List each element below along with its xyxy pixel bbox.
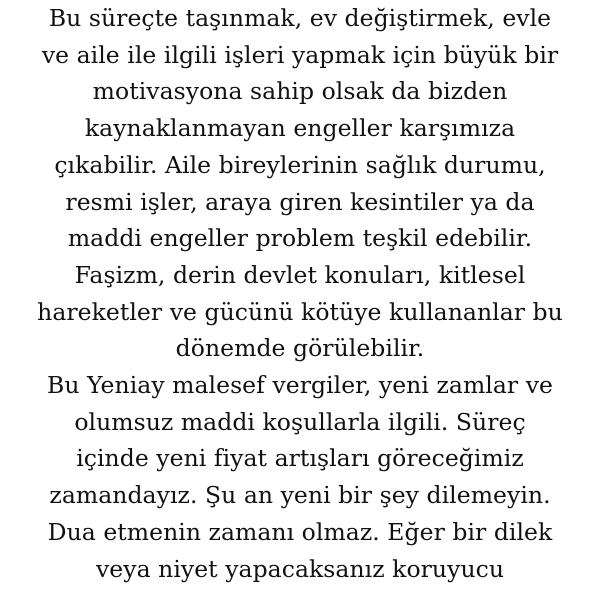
text-line: hareketler ve gücünü kötüye kullananlar bu bbox=[37, 297, 563, 326]
body-text bbox=[4, 0, 596, 587]
text-line: maddi engeller problem teşkil edebilir. bbox=[67, 224, 533, 253]
text-line: kaynaklanmayan engeller karşımıza bbox=[84, 114, 516, 143]
text-line: ve aile ile ilgili işleri yapmak için büyük bir bbox=[41, 40, 559, 69]
text-line: Bu süreçte taşınmak, ev değiştirmek, evle bbox=[48, 4, 552, 32]
text-line: çıkabilir. Aile bireylerinin sağlık durumu, bbox=[54, 150, 546, 179]
text-line: resmi işler, araya giren kesintiler ya da bbox=[65, 187, 535, 216]
text-line: dönemde görülebilir. bbox=[175, 334, 425, 363]
text-line: Dua etmenin zamanı olmaz. Eğer bir dilek bbox=[47, 517, 553, 546]
text-line: içinde yeni fiyat artışları göreceğimiz bbox=[76, 444, 524, 473]
text-line: veya niyet yapacaksanız koruyucu bbox=[95, 554, 505, 583]
text-line: Bu Yeniay malesef vergiler, yeni zamlar ve bbox=[47, 371, 553, 400]
text-line: olumsuz maddi koşullarla ilgili. Süreç bbox=[74, 407, 526, 436]
text-line: motivasyona sahip olsak da bizden bbox=[92, 77, 508, 106]
text-line: zamandayız. Şu an yeni bir şey dilemeyin. bbox=[49, 481, 551, 510]
text-line: Faşizm, derin devlet konuları, kitlesel bbox=[74, 260, 526, 289]
